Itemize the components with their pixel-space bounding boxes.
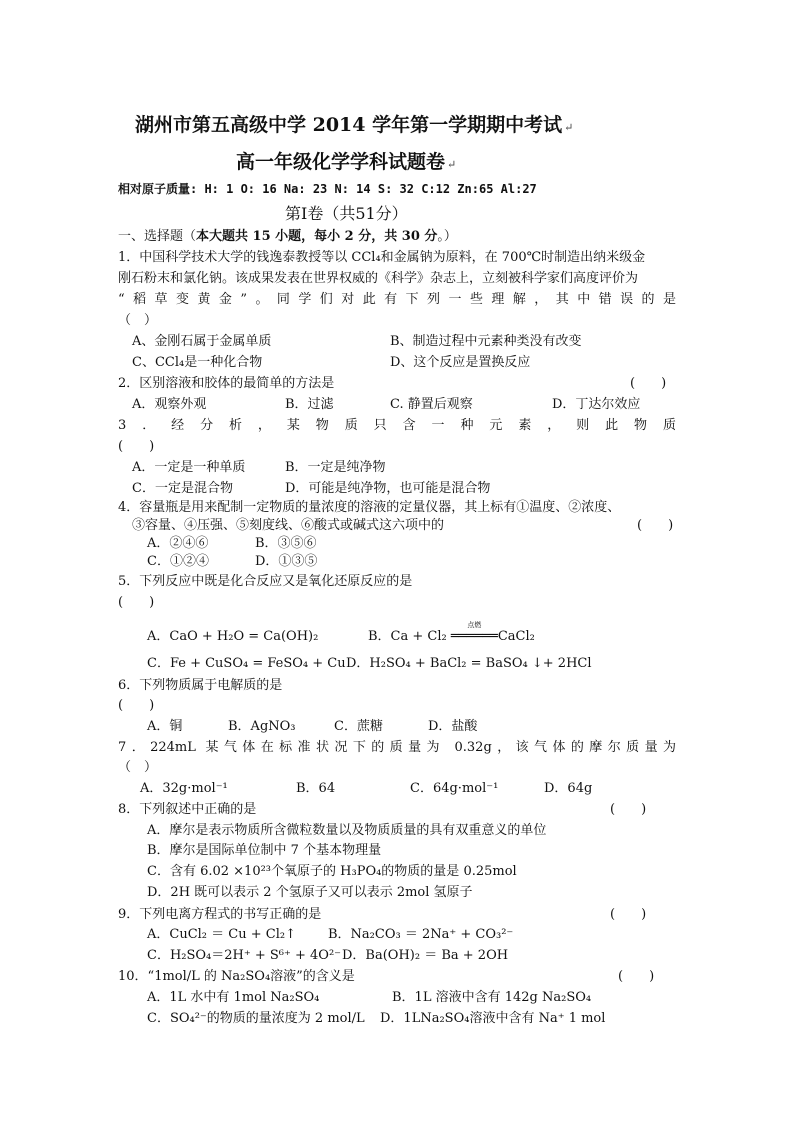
q8-option-b: B．摩尔是国际单位制中 7 个基本物理量: [147, 843, 382, 858]
q10-option-b: B．1L 溶液中含有 142g Na₂SO₄: [392, 990, 592, 1005]
q8-option-d: D．2H 既可以表示 2 个氢原子又可以表示 2mol 氢原子: [147, 885, 473, 900]
q3-option-b: B．一定是纯净物: [285, 460, 386, 475]
q9-option-a: A．CuCl₂ ＝ Cu + Cl₂↑: [147, 927, 296, 942]
q10-option-c: C．SO₄²⁻的物质的量浓度为 2 mol/L: [147, 1011, 365, 1026]
paragraph-mark-icon: ↵: [447, 158, 457, 171]
q2-blank: ( ): [630, 376, 667, 391]
q4-option-a: A．②④⑥: [147, 536, 209, 551]
q4-line1: 4．容量瓶是用来配制一定物质的量浓度的溶液的定量仪器，其上标有①温度、②浓度、: [118, 500, 621, 515]
q7-blank: （ ）: [118, 760, 158, 775]
q3-option-a: A．一定是一种单质: [132, 460, 246, 475]
q7-option-c: C．64g·mol⁻¹: [410, 781, 499, 796]
exam-title: 湖州市第五高级中学 2014 学年第一学期期中考试 ↵: [135, 114, 574, 136]
q1-blank: （ ）: [118, 313, 158, 328]
q3-option-d: D．可能是纯净物，也可能是混合物: [285, 481, 491, 496]
q6-option-c: C．蔗糖: [334, 719, 383, 734]
q10-option-d: D．1LNa₂SO₄溶液中含有 Na⁺ 1 mol: [380, 1011, 606, 1026]
q10-option-a: A．1L 水中有 1mol Na₂SO₄: [147, 990, 320, 1005]
q1-line3: “稻草变黄金”。同学们对此有下列一些理解，其中错误的是: [118, 292, 676, 307]
q8-blank: ( ): [610, 802, 647, 817]
q7-option-d: D．64g: [544, 781, 593, 796]
q5-option-b: B．Ca + Cl₂ 点燃 ══════CaCl₂: [368, 621, 535, 644]
q2-option-c: C. 静置后观察: [390, 397, 473, 412]
q2-option-a: A．观察外观: [132, 397, 207, 412]
exam-subtitle: 高一年级化学学科试题卷 ↵: [236, 151, 457, 173]
q8-option-c: C．含有 6.02 ×10²³个氧原子的 H₃PO₄的物质的量是 0.25mol: [147, 864, 517, 879]
q10-blank: ( ): [618, 969, 655, 984]
q4-option-b: B．③⑤⑥: [255, 536, 317, 551]
q5-blank: ( ): [118, 595, 155, 610]
q2-stem: 2．区别溶液和胶体的最简单的方法是: [118, 376, 335, 391]
q4-line2: ③容量、④压强、⑤刻度线、⑥酸式或碱式这六项中的: [132, 518, 445, 533]
q7-option-a: A．32g·mol⁻¹: [140, 781, 228, 796]
q6-option-d: D．盐酸: [428, 719, 478, 734]
q6-option-a: A．铜: [147, 719, 183, 734]
q6-option-b: B．AgNO₃: [228, 719, 296, 734]
atomic-masses: 相对原子质量: H: 1 O: 16 Na: 23 N: 14 S: 32 C:12 Zn:65 Al:27: [118, 182, 537, 196]
q3-option-c: C．一定是混合物: [132, 481, 233, 496]
q3-blank: ( ): [118, 439, 155, 454]
q10-stem: 10．“1mol/L 的 Na₂SO₄溶液”的含义是: [118, 969, 355, 984]
q1-line2: 刚石粉末和氯化钠。该成果发表在世界权威的《科学》杂志上，立刻被科学家们高度评价为: [118, 271, 639, 286]
ignite-condition-arrow: 点燃 ══════: [450, 621, 498, 644]
q1-option-a: A、金刚石属于金属单质: [132, 334, 272, 349]
q5-option-a: A．CaO + H₂O = Ca(OH)₂: [147, 629, 319, 644]
q4-blank: ( ): [637, 518, 674, 533]
q3-line1: 3．经分析，某物质只含一种元素，则此物质: [118, 418, 676, 433]
q5-stem: 5．下列反应中既是化合反应又是氧化还原反应的是: [118, 574, 413, 589]
q9-option-c: C．H₂SO₄＝2H⁺ + S⁶⁺ + 4O²⁻: [147, 948, 342, 963]
q5-option-d: D．H₂SO₄ + BaCl₂ = BaSO₄ ↓+ 2HCl: [346, 656, 592, 671]
q9-blank: ( ): [610, 907, 647, 922]
q7-option-b: B．64: [296, 781, 336, 796]
q6-blank: ( ): [118, 698, 155, 713]
q2-option-d: D．丁达尔效应: [552, 397, 641, 412]
q6-stem: 6．下列物质属于电解质的是: [118, 678, 283, 693]
paragraph-mark-icon: ↵: [564, 121, 574, 134]
section-title: 第Ⅰ卷（共51分）: [285, 204, 408, 223]
q5-option-c: C．Fe + CuSO₄ = FeSO₄ + Cu: [147, 656, 346, 671]
q4-option-c: C．①②④: [147, 554, 209, 569]
q1-option-b: B、制造过程中元素种类没有改变: [390, 334, 582, 349]
part-heading: 一、选择题（本大题共 15 小题，每小 2 分，共 30 分。）: [118, 229, 457, 244]
q2-option-b: B．过滤: [285, 397, 334, 412]
q9-option-d: D．Ba(OH)₂ ＝ Ba + 2OH: [342, 948, 509, 963]
q4-option-d: D．①③⑤: [255, 554, 318, 569]
q1-option-c: C、CCl₄是一种化合物: [132, 355, 263, 370]
q8-stem: 8．下列叙述中正确的是: [118, 802, 257, 817]
q8-option-a: A．摩尔是表示物质所含微粒数量以及物质质量的具有双重意义的单位: [147, 823, 547, 838]
q7-line1: 7．224mL 某气体在标准状况下的质量为 0.32g，该气体的摩尔质量为: [118, 740, 676, 755]
q1-line1: 1．中国科学技术大学的钱逸泰教授等以 CCl₄和金属钠为原料，在 700℃时制造出纳米级金: [118, 250, 646, 265]
q9-option-b: B．Na₂CO₃ ＝ 2Na⁺ + CO₃²⁻: [328, 927, 514, 942]
q9-stem: 9．下列电离方程式的书写正确的是: [118, 907, 322, 922]
q1-option-d: D、这个反应是置换反应: [390, 355, 531, 370]
